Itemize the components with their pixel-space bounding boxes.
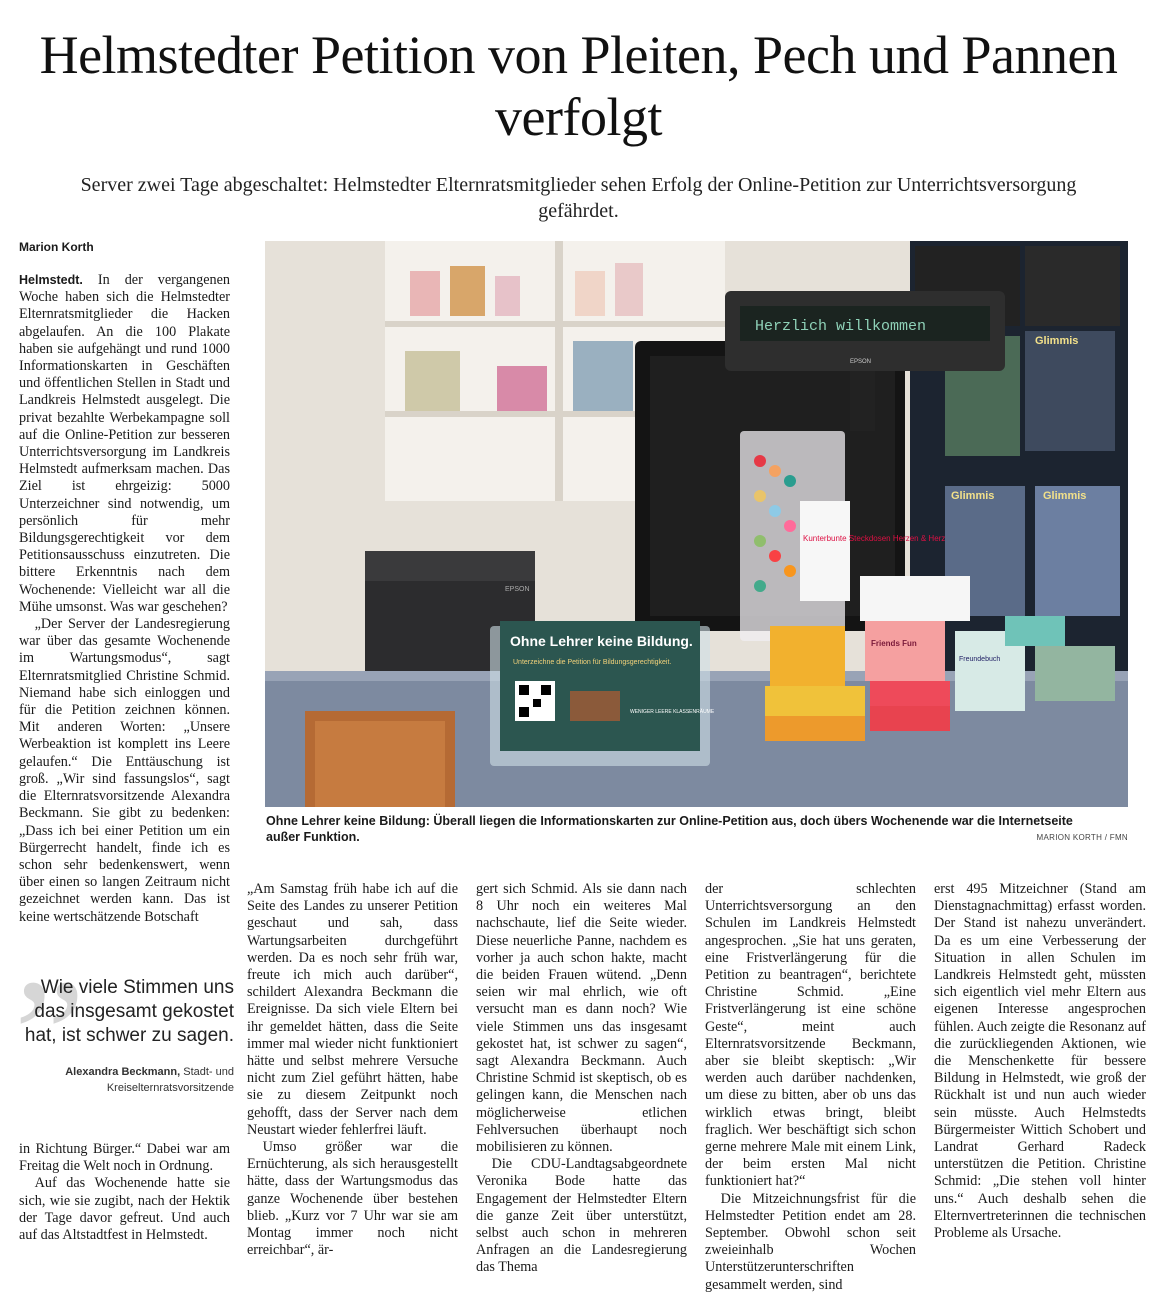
paragraph: Umso größer war die Ernüchterung, als sich herausgestellt hätte, dass der Wartungsmodus das ganze Wochenende über bestehen blieb. „Kurz vor 7 Uhr war sie am Montag immer noch nicht erreichbar“, är- [247, 1139, 458, 1259]
book-title: Glimmis [1035, 335, 1079, 347]
paragraph: der schlechten Unterrichtsversorgung an den Schulen im Landkreis Helmstedt angesprochen. „Sie hat uns geraten, eine Fristverlängerung für die Petition zu beantragen“, berichtete Christine Schmid. „Eine Fristverlängerung ist eine schöne Geste“, meint auch Elternratsvorsitzende Beckmann, aber sie bleibt skeptisch: „Wir werden auch darüber nachdenken, um diese zu bitten, aber ob uns das wirklich etwas bringt, bleibt fraglich. Wer beschäftigt sich schon gerne mehrere Male mit einem Link, der beim ersten Mal nicht funktioniert hat?“ [705, 881, 916, 1190]
box-label: Kunterbunte Steckdosen Herzen & Herz [803, 534, 946, 543]
paragraph [19, 272, 230, 616]
photo-illustration [265, 241, 1128, 807]
paragraph: „Der Server der Landesregierung war über das gesamte Wochenende im Wartungsmodus“, sagt Elternratsmitglied Christine Schmid. Niemand habe sich einloggen und für die Petition zeichnen können. Mit anderen Worten: „Unsere Werbeaktion ist komplett ins Leere gelaufen.“ Die Enttäuschung ist groß. „Wir sind fassungslos“, sagt die Elternratsvorsitzende Alexandra Beckmann. Sie gibt zu bedenken: „Dass ich bei einer Petition um ein Bürgerrecht handelt, finde ich es schon sehr bedenkenswert, wenn über einen so langen Zeitraum nicht gezeichnet werden kann. Das ist keine wertschätzende Botschaft [19, 616, 230, 925]
pull-quote: Wie viele Stimmen uns das insgesamt gekostet hat, ist schwer zu sagen. [24, 977, 234, 1046]
quote-source [24, 1064, 234, 1096]
display-brand: EPSON [850, 359, 872, 365]
column-5 [934, 881, 1146, 1242]
box-label: Friends Fun [871, 639, 917, 648]
headline: Helmstedter Petition von Pleiten, Pech und Pannen verfolgt [39, 25, 1118, 147]
column-2 [247, 881, 458, 1259]
photo-credit: MARION KORTH / FMN [1036, 833, 1128, 842]
photo-caption: Ohne Lehrer keine Bildung: Überall liegen die Informationskarten zur Online-Petition aus, doch übers Wochenende war die Internetseite außer Funktion. [266, 814, 1073, 844]
box-label: Freundebuch [959, 656, 1001, 663]
column-1-continued [19, 1141, 230, 1244]
dateline: Helmstedt. [19, 273, 83, 287]
paragraph: Auf das Wochenende hatte sie sich, wie sie zugibt, nach der Hektik der Tage davor gefreut. Und auch auf das Altstadtfest in Helmstedt. [19, 1175, 230, 1244]
quote-author: Alexandra Beckmann, [65, 1066, 181, 1078]
paragraph: Die Mitzeichnungsfrist für die Helmstedter Petition endet am 28. September. Obwohl schon seit zweieinhalb Wochen Unterstützerunterschriften gesammelt werden, sind [705, 1190, 916, 1293]
printer-brand: EPSON [505, 586, 530, 593]
quote-role: Stadt- und Kreiselternratsvorsitzende [106, 1066, 234, 1094]
book-title: Glimmis [1043, 490, 1087, 502]
flyer-title: Ohne Lehrer keine Bildung. [510, 633, 693, 649]
paragraph: erst 495 Mitzeichner (Stand am Dienstagnachmittag) erfasst worden. Der Stand ist nahezu unverändert. Da es um eine Verbesserung der Situation in allen Schulen im Landkreis Helmstedt geht, müssten sich eigentlich viel mehr Eltern aus eigenen Interesse angesprochen fühlen. Auch zeigte die Resonanz auf die zurückliegenden Aktionen, wie die Menschenkette für bessere Bildung in Helmstedt, wie groß der Rückhalt ist und nun auch wieder sein müsste. Auch Helmstedts Bürgermeister Wittich Schobert und Landrat Gerhard Radeck unterstützen die Petition. Christine Schmid: „Die stehen voll hinter uns.“ Auch deshalb sehen die Elternvertreterinnen die technischen Probleme als Ursache. [934, 881, 1146, 1242]
book-title: Glimmis [951, 490, 995, 502]
column-3 [476, 881, 687, 1277]
customer-display-text: Herzlich willkommen [755, 318, 927, 335]
quote-mark-icon: ” [14, 946, 86, 1124]
paragraph: Die CDU-Landtagsabgeordnete Veronika Bode hatte das Engagement der Helmstedter Eltern die ganze Zeit über unterstützt, selbst auch schon in mehreren Anfragen an die Landesregierung das Thema [476, 1156, 687, 1276]
subheadline: Server zwei Tage abgeschaltet: Helmstedter Elternratsmitglieder sehen Erfolg der Online-Petition zur Unterrichtsversorgung gefährdet. [80, 174, 1077, 222]
flyer-logo: WENIGER LEERE KLASSENRÄUME [630, 709, 715, 715]
paragraph: „Am Samstag früh habe ich auf die Seite des Landes zu unserer Petition geschaut und sah, dass Wartungsarbeiten durchgeführt werden. Da es noch sehr früh war, freute ich mich auch darüber“, schildert Alexandra Beckmann die Ereignisse. Da sich viele Eltern bei ihr gemeldet hätten, dass die Seite immer mal wieder nicht funktioniert hätte und selbst mehrere Versuche nicht zum Ziel geführt hätten, habe sie zu diesem Zeitpunkt noch gehofft, dass der Server nach dem Neustart wieder fehlerfrei läuft. [247, 881, 458, 1138]
paragraph-text: In der vergangenen Woche haben sich die Helmstedter Elternratsmitglieder die Hacken abgelaufen. An die 100 Plakate haben sie aufgehängt und rund 1000 Informationskarten in Geschäften und öffentlichen Stellen in Stadt und Landkreis Helmstedt ausgelegt. Die privat bezahlte Werbekampagne soll auf die Online-Petition zur besseren Unterrichtsversorgung im Landkreis Helmstedt aufmerksam machen. Das Ziel ist ehrgeizig: 5000 Unterzeichner sind notwendig, um persönlich für mehr Bildungsgerechtigkeit vor dem Petitionsausschuss einzutreten. Die bittere Erkenntnis nach dem Wochenende: Vielleicht war all die Mühe umsonst. Was war geschehen? [19, 272, 231, 615]
column-4 [705, 881, 916, 1294]
article-photo [265, 241, 1128, 807]
paragraph: in Richtung Bürger.“ Dabei war am Freitag die Welt noch in Ordnung. [19, 1141, 230, 1175]
flyer-subtitle: Unterzeichne die Petition für Bildungsgerechtigkeit. [513, 659, 672, 666]
column-1 [19, 272, 230, 926]
paragraph: gert sich Schmid. Als sie dann nach 8 Uhr noch ein weiteres Mal nachschaute, lief die Seite wieder. Diese neuerliche Panne, nachdem es vorher ja auch schon hakte, macht die beiden Frauen wütend. „Denn seien wir mal ehrlich, wie oft versucht man es dann noch? Wie viele Stimmen uns das insgesamt gekostet hat, ist schwer zu sagen“, sagt Alexandra Beckmann. Auch Christine Schmid ist skeptisch, ob es gelingen kann, die Menschen nach möglicherweise etlichen Fehlversuchen überhaupt noch mobilisieren zu können. [476, 881, 687, 1156]
author-byline: Marion Korth [19, 240, 94, 254]
